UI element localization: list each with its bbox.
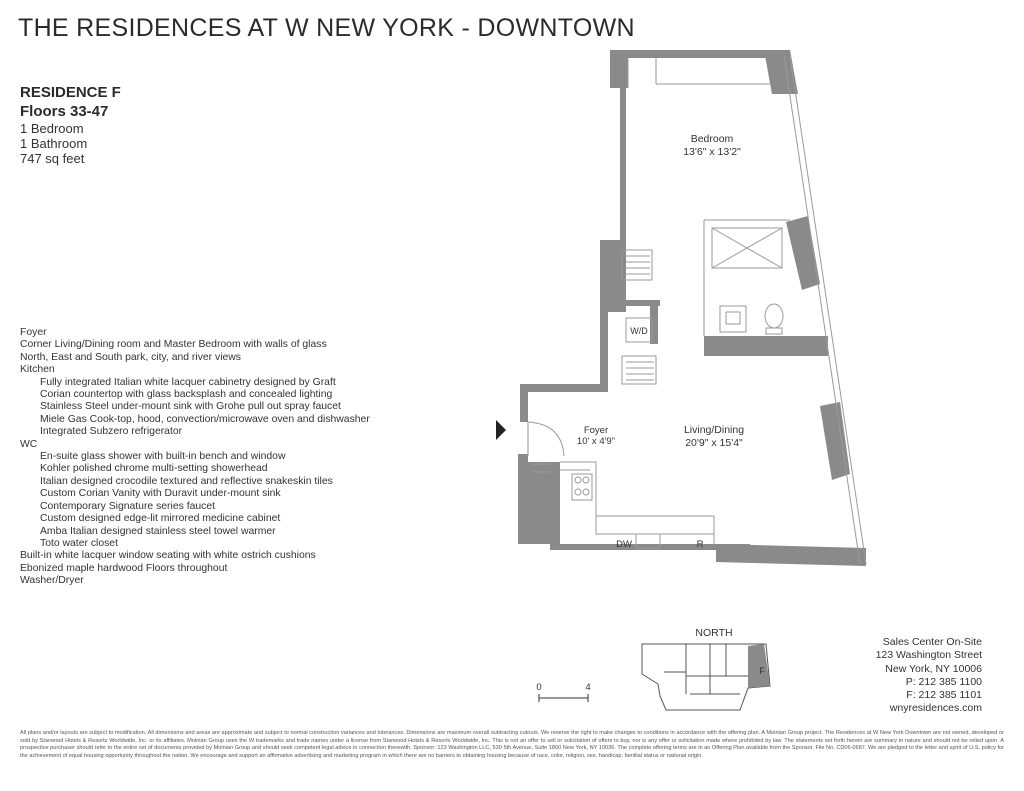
toilet	[765, 304, 783, 328]
wd-label: W/D	[630, 326, 648, 336]
sales-title: Sales Center On-Site	[882, 636, 982, 648]
feature-item: Toto water closet	[40, 537, 118, 549]
wall-bedroom-left	[620, 88, 626, 240]
feature-item: Stainless Steel under-mount sink with Grohe pull out spray faucet	[40, 401, 341, 413]
kitchen-counter	[560, 462, 714, 534]
cooktop	[572, 474, 592, 500]
wall-bottom-right	[716, 544, 866, 566]
sales-city: New York, NY 10006	[885, 662, 982, 675]
scale-start: 0	[536, 682, 542, 693]
wall-closet	[608, 300, 660, 306]
bedroom-dims: 13'6" x 13'2"	[683, 146, 741, 158]
key-plan	[530, 624, 780, 714]
window-facade-inner	[784, 56, 860, 564]
feature-item: Washer/Dryer	[20, 575, 84, 587]
wall-top	[610, 50, 790, 58]
page-title: THE RESIDENCES AT W NEW YORK - DOWNTOWN	[18, 14, 635, 42]
floor-plan	[490, 44, 870, 574]
residence-bathrooms: 1 Bathroom	[20, 136, 88, 151]
living-label: Living/Dining	[683, 424, 745, 436]
feature-item: Kohler polished chrome multi-setting showerhead	[40, 463, 268, 475]
vanity	[720, 306, 746, 332]
feature-item: Italian designed crocodile textured and reflective snakeskin tiles	[40, 475, 333, 487]
wall-closet-2	[650, 306, 658, 344]
sales-website[interactable]: wnyresidences.com	[889, 702, 982, 715]
living-dims: 20'9" x 15'4"	[685, 437, 743, 449]
features-list	[20, 327, 370, 588]
fridge-label: R	[696, 539, 704, 550]
feature-item: Ebonized maple hardwood Floors throughout	[20, 562, 228, 574]
foyer-dims: 10' x 4'9"	[576, 436, 616, 447]
feature-item: En-suite glass shower with built-in bench and window	[40, 451, 286, 463]
wall-right-block	[786, 216, 820, 290]
wall-foyer-top	[522, 384, 608, 392]
residence-name: RESIDENCE F	[20, 84, 121, 101]
feature-item: Fully integrated Italian white lacquer cabinetry designed by Graft	[40, 376, 336, 388]
feature-item: Contemporary Signature series faucet	[40, 500, 215, 512]
unit-f-label: F	[759, 666, 765, 676]
wall-left-lower	[600, 312, 608, 392]
residence-size: 747 sq feet	[20, 151, 85, 166]
feature-item: Custom designed edge-lit mirrored medicine cabinet	[40, 513, 281, 525]
feature-item: Built-in white lacquer window seating with white ostrich cushions	[20, 550, 316, 562]
sales-phone: P: 212 385 1100	[905, 675, 982, 688]
sales-center	[876, 636, 982, 716]
window-facade	[790, 56, 866, 564]
wall-mid	[704, 336, 828, 356]
residence-floors: Floors 33-47	[20, 103, 109, 120]
entry-door-swing	[528, 422, 564, 456]
entry-arrow	[496, 420, 506, 440]
sales-fax: F: 212 385 1101	[906, 689, 982, 702]
north-label: NORTH	[695, 627, 733, 639]
feature-item: Amba Italian designed stainless steel towel warmer	[40, 525, 276, 537]
dishwasher-label: DW	[616, 539, 632, 550]
feature-item: Foyer	[20, 327, 47, 338]
wall-foyer-left	[520, 384, 528, 422]
scale-end: 4	[585, 682, 591, 693]
scale-bar	[539, 694, 588, 702]
wall-column-top-left	[610, 50, 628, 88]
feature-item: Corian countertop with glass backsplash and concealed lighting	[40, 389, 333, 401]
feature-item: Integrated Subzero refrigerator	[40, 426, 183, 438]
foyer-label: Foyer	[583, 425, 609, 436]
bedroom-label: Bedroom	[690, 133, 734, 145]
residence-bedrooms: 1 Bedroom	[20, 121, 84, 136]
feature-item: Miele Gas Cook-top, hood, convection/microwave oven and dishwasher	[40, 413, 370, 425]
wall-kitchen-left	[550, 462, 560, 550]
feature-item: Corner Living/Dining room and Master Bedroom with walls of glass	[20, 339, 327, 351]
feature-item: WC	[20, 438, 38, 450]
sales-street: 123 Washington Street	[875, 649, 982, 662]
feature-item: Kitchen	[20, 364, 55, 376]
wall-column-top-right	[764, 50, 798, 94]
legal-disclaimer: All plans and/or layouts are subject to modification. All dimensions and areas are approximate and subject to normal construction variances and tolerances. Dimensions are maximum overall subtracting cutouts. We reserve the right to make changes to conditions in accordance with the offering plan. A Moinian Group project. The Residences at W New York Downtown are not owned, developed or sold by Starwood Hotels & Resorts Worldwide, Inc. or its affiliates. Moinian Group uses the W trademarks and trade names under a license from Starwood Hotels & Resorts Worldwide, Inc. This is not an offer to sell or solicitation of offers to buy, nor is any offer or solicitation made where prohibited by law. The statements set forth herein are summary in nature and should not be relied upon. A prospective purchaser should refer to the entire set of documents provided by Moinian Group and should seek competent legal advice in connection therewith. Sponsor: 123 Washington LLC, 530 5th Avenue, Suite 1800 New York, NY 10036. The complete offering terms are in an Offering Plan available from the Sponsor. File No. CD06-0687. We are pledged to the letter and spirit of U.S. policy for the achievement of equal housing opportunity throughout the nation. We encourage and support an affirmative advertising and marketing program in which there are no barriers to obtaining housing because of race, color, religion, sex, handicap, familial status or national origin.	[20, 730, 1004, 759]
feature-item: North, East and South park, city, and river views	[20, 351, 241, 363]
feature-item: Custom Corian Vanity with Duravit under-mount sink	[40, 488, 281, 500]
